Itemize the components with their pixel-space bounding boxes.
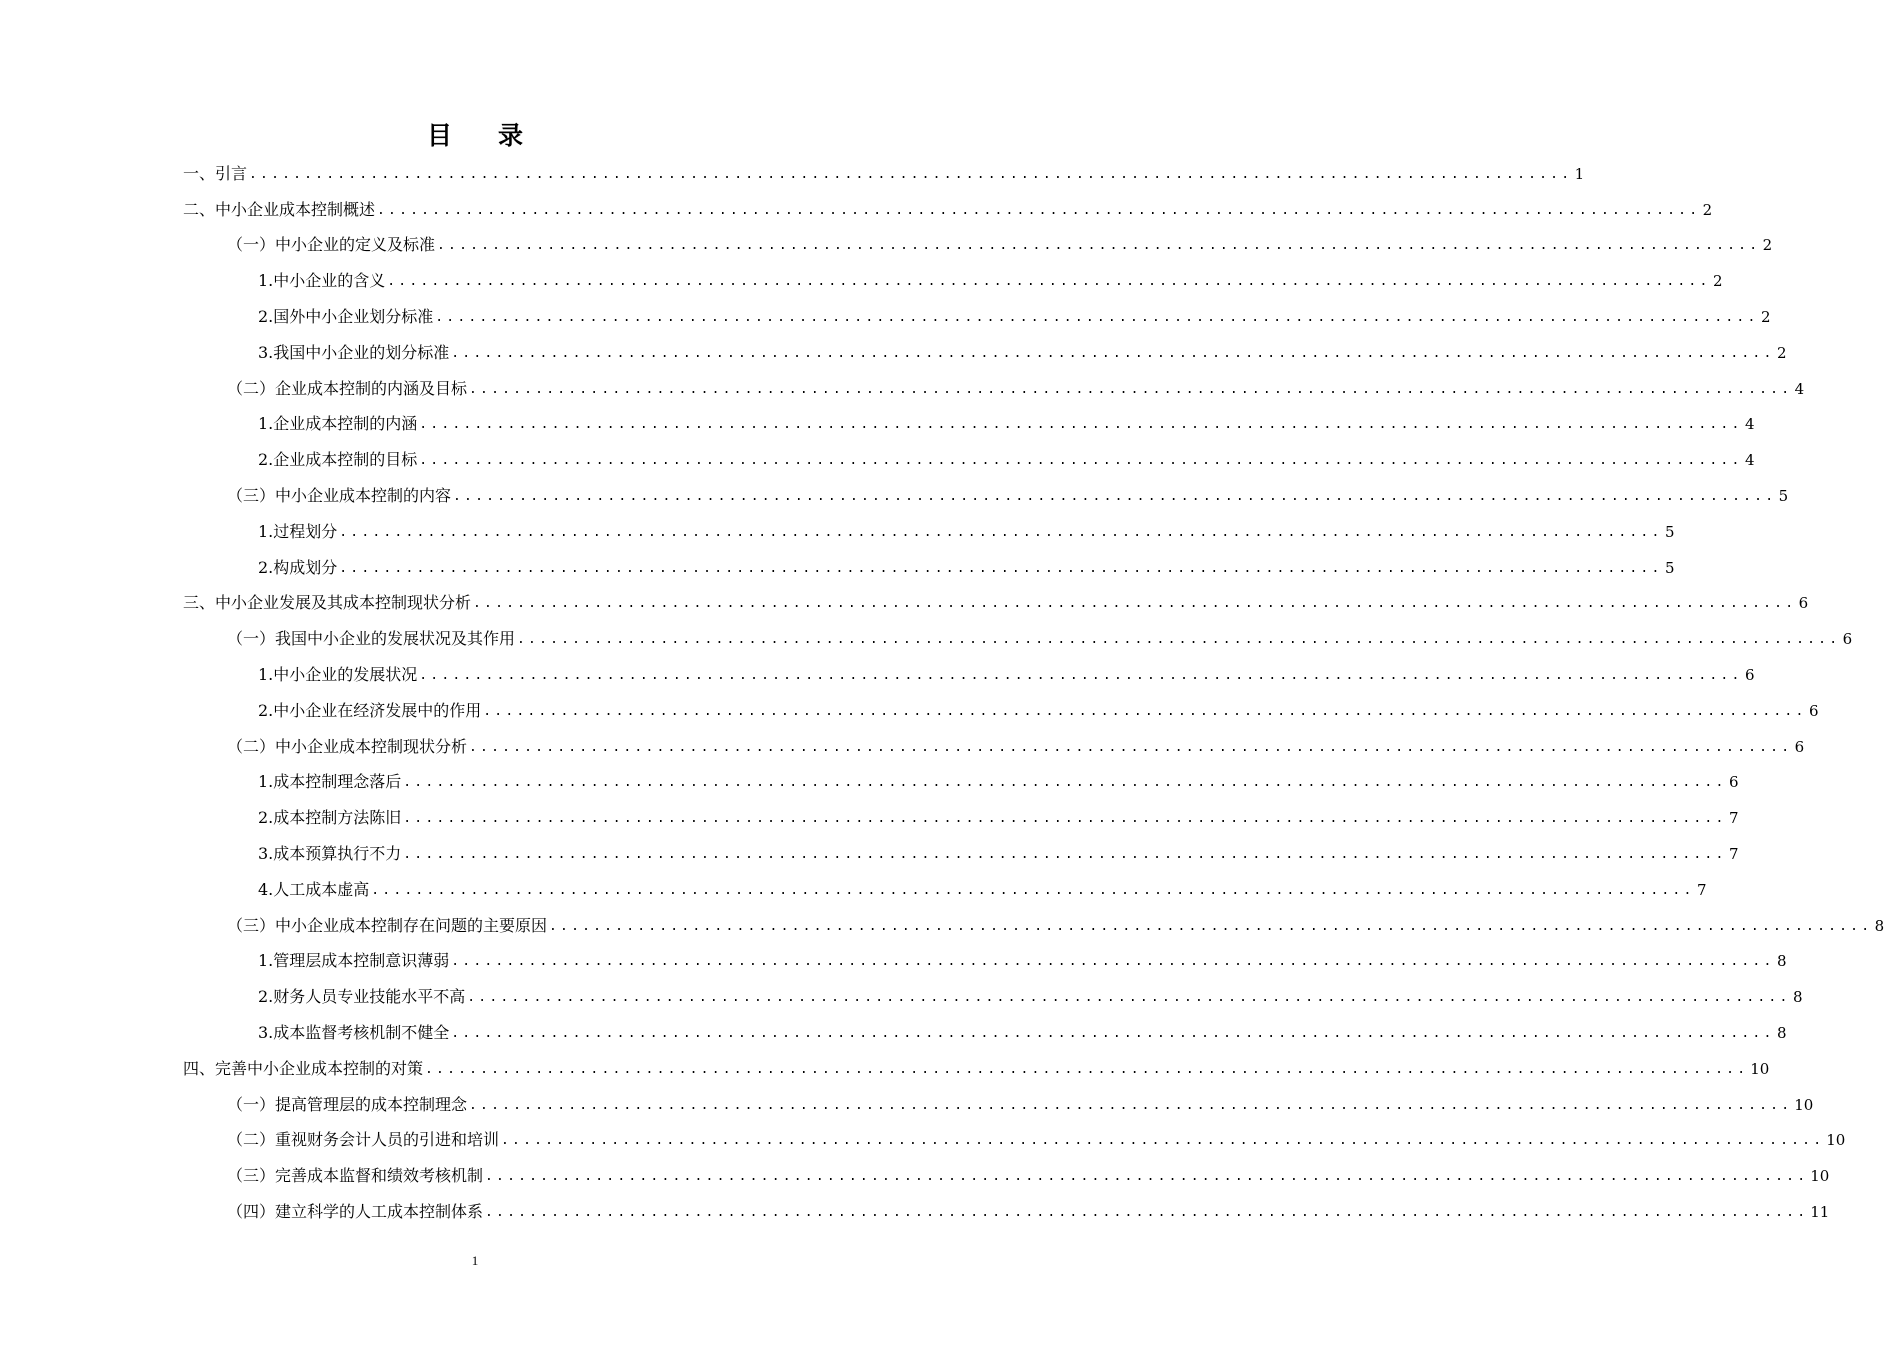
toc-entry[interactable] [183, 1007, 1787, 1043]
toc-entry-label: 3.成本监督考核机制不健全 [258, 1022, 450, 1042]
toc-entry[interactable] [183, 327, 1787, 363]
toc-entry-page-number: 8 [1776, 952, 1787, 971]
toc-entry-label: 四、完善中小企业成本控制的对策 [183, 1058, 424, 1078]
toc-entry-page-number: 6 [1794, 737, 1805, 756]
toc-entry-page-number: 8 [1776, 1023, 1787, 1042]
toc-entry-page-number: 10 [1794, 1095, 1814, 1114]
dot-leader: ........................................................................................................................ [451, 1025, 1775, 1041]
toc-entry[interactable] [183, 1079, 1814, 1115]
toc-entry[interactable] [183, 470, 1789, 506]
dot-leader: ........................................................................................................................ [469, 1097, 1793, 1113]
dot-leader: ........................................................................................................................ [249, 166, 1573, 182]
dot-leader: ........................................................................................................................ [437, 238, 1761, 254]
toc-entry-page-number: 7 [1728, 844, 1739, 863]
title-char-left: 目 [426, 121, 452, 150]
dot-leader: ........................................................................................................................ [425, 1061, 1749, 1077]
toc-entry[interactable] [183, 1115, 1846, 1151]
toc-entry[interactable] [183, 828, 1739, 864]
dot-leader: ........................................................................................................................ [485, 1169, 1809, 1185]
toc-entry[interactable] [183, 578, 1809, 614]
toc-entry-page-number: 2 [1702, 200, 1713, 219]
toc-entry-label: 1.管理层成本控制意识薄弱 [258, 951, 450, 971]
toc-entry-page-number: 7 [1696, 880, 1707, 899]
dot-leader: ........................................................................................................................ [339, 524, 1663, 540]
dot-leader: ........................................................................................................................ [377, 202, 1701, 218]
toc-entry-page-number: 2 [1760, 307, 1771, 326]
dot-leader: ........................................................................................................................ [451, 345, 1775, 361]
toc-entry-label: 1.过程划分 [258, 521, 338, 541]
toc-entry-label: 1.企业成本控制的内涵 [258, 414, 418, 434]
toc-entry-label: 3.成本预算执行不力 [258, 843, 402, 863]
toc-entry[interactable] [183, 184, 1713, 220]
toc-entry-label: 2.成本控制方法陈旧 [258, 808, 402, 828]
toc-entry-label: 2.构成划分 [258, 557, 338, 577]
toc-entry-page-number: 8 [1792, 988, 1803, 1007]
toc-entry-label: 2.中小企业在经济发展中的作用 [258, 700, 482, 720]
toc-entry[interactable] [183, 1186, 1830, 1222]
toc-entry[interactable] [183, 757, 1739, 793]
dot-leader: ........................................................................................................................ [403, 846, 1727, 862]
toc-entry-page-number: 7 [1728, 809, 1739, 828]
toc-entry[interactable] [183, 864, 1707, 900]
toc-entry-page-number: 11 [1810, 1202, 1830, 1221]
dot-leader: ........................................................................................................................ [473, 596, 1797, 612]
toc-entry-page-number: 10 [1810, 1167, 1830, 1186]
toc-entry-label: （二）重视财务会计人员的引进和培训 [227, 1130, 500, 1150]
dot-leader: ........................................................................................................................ [451, 954, 1775, 970]
dot-leader: ........................................................................................................................ [469, 381, 1793, 397]
toc-entry-label: 三、中小企业发展及其成本控制现状分析 [183, 593, 472, 613]
dot-leader: ........................................................................................................................ [419, 453, 1743, 469]
toc-entry[interactable] [183, 685, 1819, 721]
toc-entry[interactable] [183, 721, 1805, 757]
toc-entry-page-number: 6 [1744, 665, 1755, 684]
dot-leader: ........................................................................................................................ [419, 667, 1743, 683]
toc-entry-page-number: 10 [1826, 1131, 1846, 1150]
toc-entry[interactable] [183, 1150, 1830, 1186]
toc-entry-page-number: 2 [1762, 236, 1773, 255]
toc-entry[interactable] [183, 613, 1853, 649]
dot-leader: ........................................................................................................................ [387, 274, 1711, 290]
toc-entry-label: 3.我国中小企业的划分标准 [258, 342, 450, 362]
toc-entry[interactable] [183, 363, 1805, 399]
toc-entry-page-number: 10 [1750, 1059, 1770, 1078]
toc-entry-page-number: 5 [1664, 522, 1675, 541]
toc-entry[interactable] [183, 255, 1723, 291]
dot-leader: ........................................................................................................................ [453, 488, 1777, 504]
dot-leader: ........................................................................................................................ [501, 1133, 1825, 1149]
toc-entry-label: （三）完善成本监督和绩效考核机制 [227, 1166, 484, 1186]
dot-leader: ........................................................................................................................ [339, 560, 1663, 576]
dot-leader: ........................................................................................................................ [419, 417, 1743, 433]
toc-entry[interactable] [183, 649, 1755, 685]
toc-entry-page-number: 5 [1664, 558, 1675, 577]
title-char-right: 录 [498, 121, 524, 150]
toc-entry-label: （三）中小企业成本控制的内容 [227, 485, 452, 505]
toc-entry-label: （三）中小企业成本控制存在问题的主要原因 [227, 915, 548, 935]
toc-entry[interactable] [183, 936, 1787, 972]
dot-leader: ........................................................................................................................ [483, 703, 1807, 719]
dot-leader: ........................................................................................................................ [403, 775, 1727, 791]
dot-leader: ........................................................................................................................ [371, 882, 1695, 898]
dot-leader: ........................................................................................................................ [435, 309, 1759, 325]
toc-entry-page-number: 4 [1794, 379, 1805, 398]
toc-entry-label: （二）企业成本控制的内涵及目标 [227, 378, 468, 398]
toc-entry-label: 二、中小企业成本控制概述 [183, 199, 376, 219]
table-of-contents [183, 148, 1884, 1222]
toc-entry[interactable] [183, 542, 1675, 578]
toc-entry-page-number: 6 [1798, 594, 1809, 613]
toc-entry-label: 2.国外中小企业划分标准 [258, 306, 434, 326]
toc-entry-label: 2.财务人员专业技能水平不高 [258, 987, 466, 1007]
toc-entry-page-number: 5 [1778, 486, 1789, 505]
toc-entry-label: 1.中小企业的含义 [258, 271, 386, 291]
toc-entry-label: （一）提高管理层的成本控制理念 [227, 1094, 468, 1114]
toc-entry-label: （四）建立科学的人工成本控制体系 [227, 1201, 484, 1221]
toc-entry-label: 一、引言 [183, 163, 248, 183]
toc-entry[interactable] [183, 900, 1884, 936]
toc-entry-page-number: 1 [1574, 164, 1585, 183]
toc-entry[interactable] [183, 399, 1755, 435]
toc-entry-label: 4.人工成本虚高 [258, 879, 370, 899]
toc-entry[interactable] [183, 148, 1585, 184]
toc-entry-label: （二）中小企业成本控制现状分析 [227, 736, 468, 756]
toc-entry-label: （一）我国中小企业的发展状况及其作用 [227, 629, 516, 649]
toc-entry[interactable] [183, 971, 1803, 1007]
toc-entry-label: 1.成本控制理念落后 [258, 772, 402, 792]
dot-leader: ........................................................................................................................ [485, 1204, 1809, 1220]
toc-entry-page-number: 4 [1744, 451, 1755, 470]
toc-entry-page-number: 2 [1712, 272, 1723, 291]
dot-leader: ........................................................................................................................ [403, 811, 1727, 827]
toc-entry-label: 1.中小企业的发展状况 [258, 664, 418, 684]
toc-entry-page-number: 4 [1744, 415, 1755, 434]
toc-entry[interactable] [183, 291, 1771, 327]
toc-entry-page-number: 8 [1874, 916, 1884, 935]
dot-leader: ........................................................................................................................ [517, 632, 1841, 648]
toc-entry[interactable] [183, 1043, 1770, 1079]
toc-entry-page-number: 6 [1728, 773, 1739, 792]
toc-entry-label: 2.企业成本控制的目标 [258, 450, 418, 470]
dot-leader: ........................................................................................................................ [469, 739, 1793, 755]
toc-entry[interactable] [183, 506, 1675, 542]
toc-entry-page-number: 2 [1776, 343, 1787, 362]
toc-entry[interactable] [183, 434, 1755, 470]
dot-leader: ........................................................................................................................ [467, 990, 1791, 1006]
toc-entry[interactable] [183, 220, 1773, 256]
page-number: 1 [471, 1253, 479, 1268]
toc-entry-page-number: 6 [1842, 630, 1853, 649]
toc-entry-label: （一）中小企业的定义及标准 [227, 235, 436, 255]
toc-entry-page-number: 6 [1808, 701, 1819, 720]
dot-leader: ........................................................................................................................ [549, 918, 1873, 934]
toc-entry[interactable] [183, 792, 1739, 828]
